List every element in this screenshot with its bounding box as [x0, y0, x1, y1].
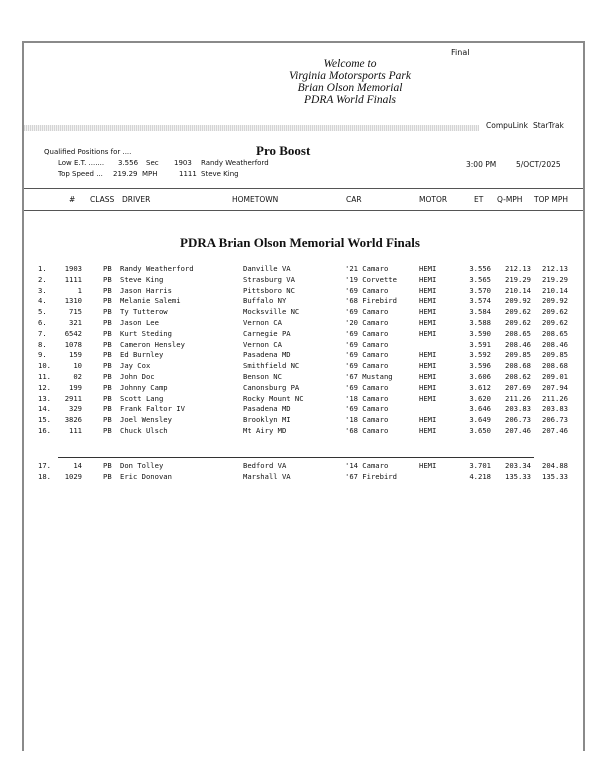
cell-position: 11. [38, 371, 51, 381]
qualifying-cutoff-line [58, 457, 534, 458]
cell-position: 7. [38, 328, 47, 338]
cell-hometown: Rocky Mount NC [243, 393, 304, 403]
cell-et: 3.612 [469, 382, 491, 392]
cell-et: 3.590 [469, 328, 491, 338]
cell-class: PB [103, 307, 112, 317]
table-row [0, 461, 600, 472]
low-et-car-number: 1903 [174, 159, 192, 167]
cell-car: '67 Firebird [345, 471, 397, 481]
cell-car: '14 Camaro [345, 461, 389, 470]
cell-qualifying-mph: 203.34 [505, 461, 531, 470]
cell-car-number: 715 [69, 307, 82, 317]
cell-top-mph: 135.33 [542, 471, 568, 481]
cell-et: 3.588 [469, 317, 491, 327]
cell-hometown: Carnegie PA [243, 328, 291, 338]
cell-car: '69 Camaro [345, 350, 389, 360]
cell-class: PB [103, 382, 112, 392]
cell-et: 3.591 [469, 339, 491, 349]
cell-hometown: Mt Airy MD [243, 425, 287, 435]
qualified-results-table [0, 264, 600, 437]
low-et-value: 3.556 [118, 159, 139, 167]
cell-car: '68 Camaro [345, 425, 389, 435]
cell-top-mph: 219.29 [542, 274, 568, 284]
cell-motor: HEMI [419, 285, 437, 295]
cell-class: PB [103, 285, 112, 295]
cell-car-number: 6542 [64, 328, 82, 338]
cell-car: '69 Camaro [345, 339, 389, 349]
table-row [0, 361, 600, 372]
welcome-line: Brian Olson Memorial [297, 82, 403, 94]
cell-car-number: 159 [69, 350, 82, 360]
cell-position: 12. [38, 382, 51, 392]
cell-car: '69 Camaro [345, 404, 389, 414]
cell-motor: HEMI [419, 393, 437, 403]
header-rule-bottom [24, 210, 583, 211]
cell-car-number: 1903 [64, 264, 82, 273]
cell-car: '19 Corvette [345, 274, 397, 284]
cell-position: 8. [38, 339, 47, 349]
cell-position: 15. [38, 415, 51, 425]
cell-car-number: 111 [69, 425, 82, 435]
cell-driver: Eric Donovan [120, 471, 172, 481]
table-row [0, 340, 600, 351]
col-header-qmph: Q-MPH [497, 195, 523, 204]
cell-car-number: 1111 [64, 274, 82, 284]
cell-driver: Cameron Hensley [120, 339, 185, 349]
cell-position: 17. [38, 461, 51, 470]
cell-position: 10. [38, 361, 51, 371]
low-et-unit: Sec [146, 159, 159, 167]
cell-position: 18. [38, 471, 51, 481]
cell-top-mph: 212.13 [542, 264, 568, 273]
cell-motor: HEMI [419, 350, 437, 360]
cell-car-number: 02 [73, 371, 82, 381]
cell-class: PB [103, 393, 112, 403]
cell-car-number: 321 [69, 317, 82, 327]
cell-hometown: Marshall VA [243, 471, 291, 481]
cell-top-mph: 209.62 [542, 307, 568, 317]
cell-car: '67 Mustang [345, 371, 393, 381]
class-title: Pro Boost [256, 143, 311, 158]
welcome-line: Virginia Motorsports Park [288, 70, 412, 82]
cell-car: '69 Camaro [345, 328, 389, 338]
cell-motor: HEMI [419, 425, 437, 435]
cell-motor: HEMI [419, 307, 437, 317]
col-header-number: # [69, 195, 76, 204]
cell-qualifying-mph: 206.73 [505, 415, 531, 425]
cell-driver: Scott Lang [120, 393, 164, 403]
cell-class: PB [103, 350, 112, 360]
cell-qualifying-mph: 208.62 [505, 371, 531, 381]
cell-class: PB [103, 274, 112, 284]
cell-position: 13. [38, 393, 51, 403]
cell-driver: Ty Tutterow [120, 307, 168, 317]
cell-motor: HEMI [419, 415, 437, 425]
cell-top-mph: 209.62 [542, 317, 568, 327]
cell-et: 3.606 [469, 371, 491, 381]
table-row [0, 264, 600, 275]
cell-car-number: 1 [77, 285, 82, 295]
top-speed-driver: Steve King [201, 170, 239, 178]
col-header-hometown: HOMETOWN [232, 195, 279, 204]
cell-hometown: Pasadena MD [243, 404, 291, 414]
top-speed-label: Top Speed ... [58, 170, 103, 178]
cell-hometown: Mocksville NC [243, 307, 300, 317]
cell-class: PB [103, 471, 112, 481]
top-speed-value: 219.29 [113, 170, 138, 178]
cell-driver: Don Tolley [120, 461, 164, 470]
cell-hometown: Vernon CA [243, 339, 282, 349]
cell-top-mph: 207.46 [542, 425, 568, 435]
cell-driver: Johnny Camp [120, 382, 168, 392]
cell-qualifying-mph: 207.69 [505, 382, 531, 392]
cell-qualifying-mph: 203.83 [505, 404, 531, 414]
cell-car-number: 3826 [64, 415, 82, 425]
table-row [0, 318, 600, 329]
cell-class: PB [103, 264, 112, 273]
cell-driver: Frank Faltor IV [120, 404, 185, 414]
welcome-line: Welcome to [323, 58, 377, 70]
cell-position: 4. [38, 296, 47, 306]
table-row [0, 394, 600, 405]
cell-hometown: Brooklyn MI [243, 415, 291, 425]
cell-hometown: Benson NC [243, 371, 282, 381]
cell-car: '20 Camaro [345, 317, 389, 327]
cell-car: '21 Camaro [345, 264, 389, 273]
cell-position: 16. [38, 425, 51, 435]
cell-car-number: 10 [73, 361, 82, 371]
col-header-class: CLASS [90, 195, 115, 204]
low-et-label: Low E.T. ....... [58, 159, 105, 167]
cell-driver: Joel Wensley [120, 415, 172, 425]
table-row [0, 472, 600, 483]
cell-car: '69 Camaro [345, 307, 389, 317]
divider-bar [24, 125, 479, 131]
cell-top-mph: 208.46 [542, 339, 568, 349]
cell-driver: Ed Burnley [120, 350, 164, 360]
cell-car: '69 Camaro [345, 361, 389, 371]
cell-et: 3.620 [469, 393, 491, 403]
top-speed-unit: MPH [142, 170, 158, 178]
table-row [0, 275, 600, 286]
cell-top-mph: 210.14 [542, 285, 568, 295]
cell-et: 3.556 [469, 264, 491, 273]
cell-motor: HEMI [419, 382, 437, 392]
cell-class: PB [103, 328, 112, 338]
cell-car: '69 Camaro [345, 382, 389, 392]
cell-position: 5. [38, 307, 47, 317]
cell-car: '18 Camaro [345, 415, 389, 425]
cell-motor: HEMI [419, 328, 437, 338]
cell-driver: John Doc [120, 371, 155, 381]
cell-car-number: 329 [69, 404, 82, 414]
qualified-positions-title: Qualified Positions for .... [44, 148, 132, 156]
cell-top-mph: 207.94 [542, 382, 568, 392]
cell-qualifying-mph: 211.26 [505, 393, 531, 403]
cell-car: '68 Firebird [345, 296, 397, 306]
table-row [0, 296, 600, 307]
table-row [0, 286, 600, 297]
col-header-car: CAR [346, 195, 362, 204]
cell-position: 1. [38, 264, 47, 273]
cell-et: 3.584 [469, 307, 491, 317]
cell-hometown: Smithfield NC [243, 361, 300, 371]
cell-hometown: Canonsburg PA [243, 382, 300, 392]
cell-motor: HEMI [419, 371, 437, 381]
cell-car-number: 199 [69, 382, 82, 392]
col-header-et: ET [474, 195, 484, 204]
cell-top-mph: 209.01 [542, 371, 568, 381]
table-row [0, 307, 600, 318]
cell-top-mph: 208.65 [542, 328, 568, 338]
cell-et: 3.570 [469, 285, 491, 295]
cell-hometown: Vernon CA [243, 317, 282, 327]
cell-hometown: Buffalo NY [243, 296, 287, 306]
cell-top-mph: 203.83 [542, 404, 568, 414]
cell-et: 4.218 [469, 471, 491, 481]
cell-car-number: 1078 [64, 339, 82, 349]
cell-car-number: 1310 [64, 296, 82, 306]
cell-et: 3.592 [469, 350, 491, 360]
low-et-driver: Randy Weatherford [201, 159, 269, 167]
cell-top-mph: 204.88 [542, 461, 568, 470]
cell-qualifying-mph: 208.46 [505, 339, 531, 349]
cell-hometown: Pittsboro NC [243, 285, 295, 295]
table-row [0, 426, 600, 437]
cell-qualifying-mph: 209.62 [505, 317, 531, 327]
cell-qualifying-mph: 209.92 [505, 296, 531, 306]
time-label: 3:00 PM [466, 160, 497, 169]
cell-driver: Steve King [120, 274, 164, 284]
cell-motor: HEMI [419, 274, 437, 284]
cell-et: 3.650 [469, 425, 491, 435]
cell-motor: HEMI [419, 317, 437, 327]
cell-hometown: Pasadena MD [243, 350, 291, 360]
table-row [0, 415, 600, 426]
cell-driver: Randy Weatherford [120, 264, 194, 273]
cell-position: 6. [38, 317, 47, 327]
table-row [0, 329, 600, 340]
cell-qualifying-mph: 208.68 [505, 361, 531, 371]
cell-class: PB [103, 361, 112, 371]
cell-class: PB [103, 404, 112, 414]
cell-position: 9. [38, 350, 47, 360]
cell-motor: HEMI [419, 361, 437, 371]
cell-motor: HEMI [419, 264, 437, 273]
cell-class: PB [103, 339, 112, 349]
cell-car-number: 2911 [64, 393, 82, 403]
cell-position: 2. [38, 274, 47, 284]
cell-driver: Jason Lee [120, 317, 159, 327]
cell-class: PB [103, 461, 112, 470]
non-qualified-results-table [0, 461, 600, 483]
cell-qualifying-mph: 209.62 [505, 307, 531, 317]
cell-et: 3.646 [469, 404, 491, 414]
col-header-driver: DRIVER [122, 195, 151, 204]
cell-class: PB [103, 425, 112, 435]
status-label: Final [451, 48, 470, 57]
col-header-topmph: TOP MPH [534, 195, 569, 204]
date-label: 5/OCT/2025 [516, 160, 561, 169]
cell-et: 3.701 [469, 461, 491, 470]
cell-qualifying-mph: 207.46 [505, 425, 531, 435]
cell-driver: Kurt Steding [120, 328, 172, 338]
cell-car-number: 1029 [64, 471, 82, 481]
cell-top-mph: 209.92 [542, 296, 568, 306]
top-speed-car-number: 1111 [179, 170, 197, 178]
cell-hometown: Strasburg VA [243, 274, 295, 284]
cell-class: PB [103, 296, 112, 306]
cell-car: '18 Camaro [345, 393, 389, 403]
cell-class: PB [103, 415, 112, 425]
cell-hometown: Danville VA [243, 264, 291, 273]
table-row [0, 404, 600, 415]
cell-position: 14. [38, 404, 51, 414]
cell-qualifying-mph: 212.13 [505, 264, 531, 273]
cell-motor: HEMI [419, 461, 437, 470]
cell-driver: Jason Harris [120, 285, 172, 295]
brand-startrak: StarTrak [533, 121, 564, 130]
cell-qualifying-mph: 208.65 [505, 328, 531, 338]
cell-et: 3.565 [469, 274, 491, 284]
brand-label [486, 121, 569, 130]
welcome-header [220, 58, 480, 106]
cell-top-mph: 209.85 [542, 350, 568, 360]
cell-qualifying-mph: 135.33 [505, 471, 531, 481]
col-header-motor: MOTOR [419, 195, 448, 204]
cell-class: PB [103, 371, 112, 381]
cell-hometown: Bedford VA [243, 461, 287, 470]
welcome-line: PDRA World Finals [303, 94, 396, 106]
cell-top-mph: 206.73 [542, 415, 568, 425]
cell-position: 3. [38, 285, 47, 295]
table-row [0, 372, 600, 383]
cell-qualifying-mph: 209.85 [505, 350, 531, 360]
header-rule-top [24, 188, 583, 189]
cell-car-number: 14 [73, 461, 82, 470]
cell-class: PB [103, 317, 112, 327]
cell-car: '69 Camaro [345, 285, 389, 295]
cell-driver: Melanie Salemi [120, 296, 181, 306]
cell-qualifying-mph: 210.14 [505, 285, 531, 295]
table-row [0, 350, 600, 361]
cell-motor: HEMI [419, 296, 437, 306]
cell-et: 3.596 [469, 361, 491, 371]
cell-top-mph: 208.68 [542, 361, 568, 371]
table-row [0, 383, 600, 394]
cell-et: 3.649 [469, 415, 491, 425]
cell-qualifying-mph: 219.29 [505, 274, 531, 284]
brand-compulink: CompuLink [486, 121, 529, 130]
cell-top-mph: 211.26 [542, 393, 568, 403]
cell-driver: Jay Cox [120, 361, 151, 371]
cell-et: 3.574 [469, 296, 491, 306]
cell-driver: Chuck Ulsch [120, 425, 168, 435]
event-title: PDRA Brian Olson Memorial World Finals [180, 235, 420, 250]
